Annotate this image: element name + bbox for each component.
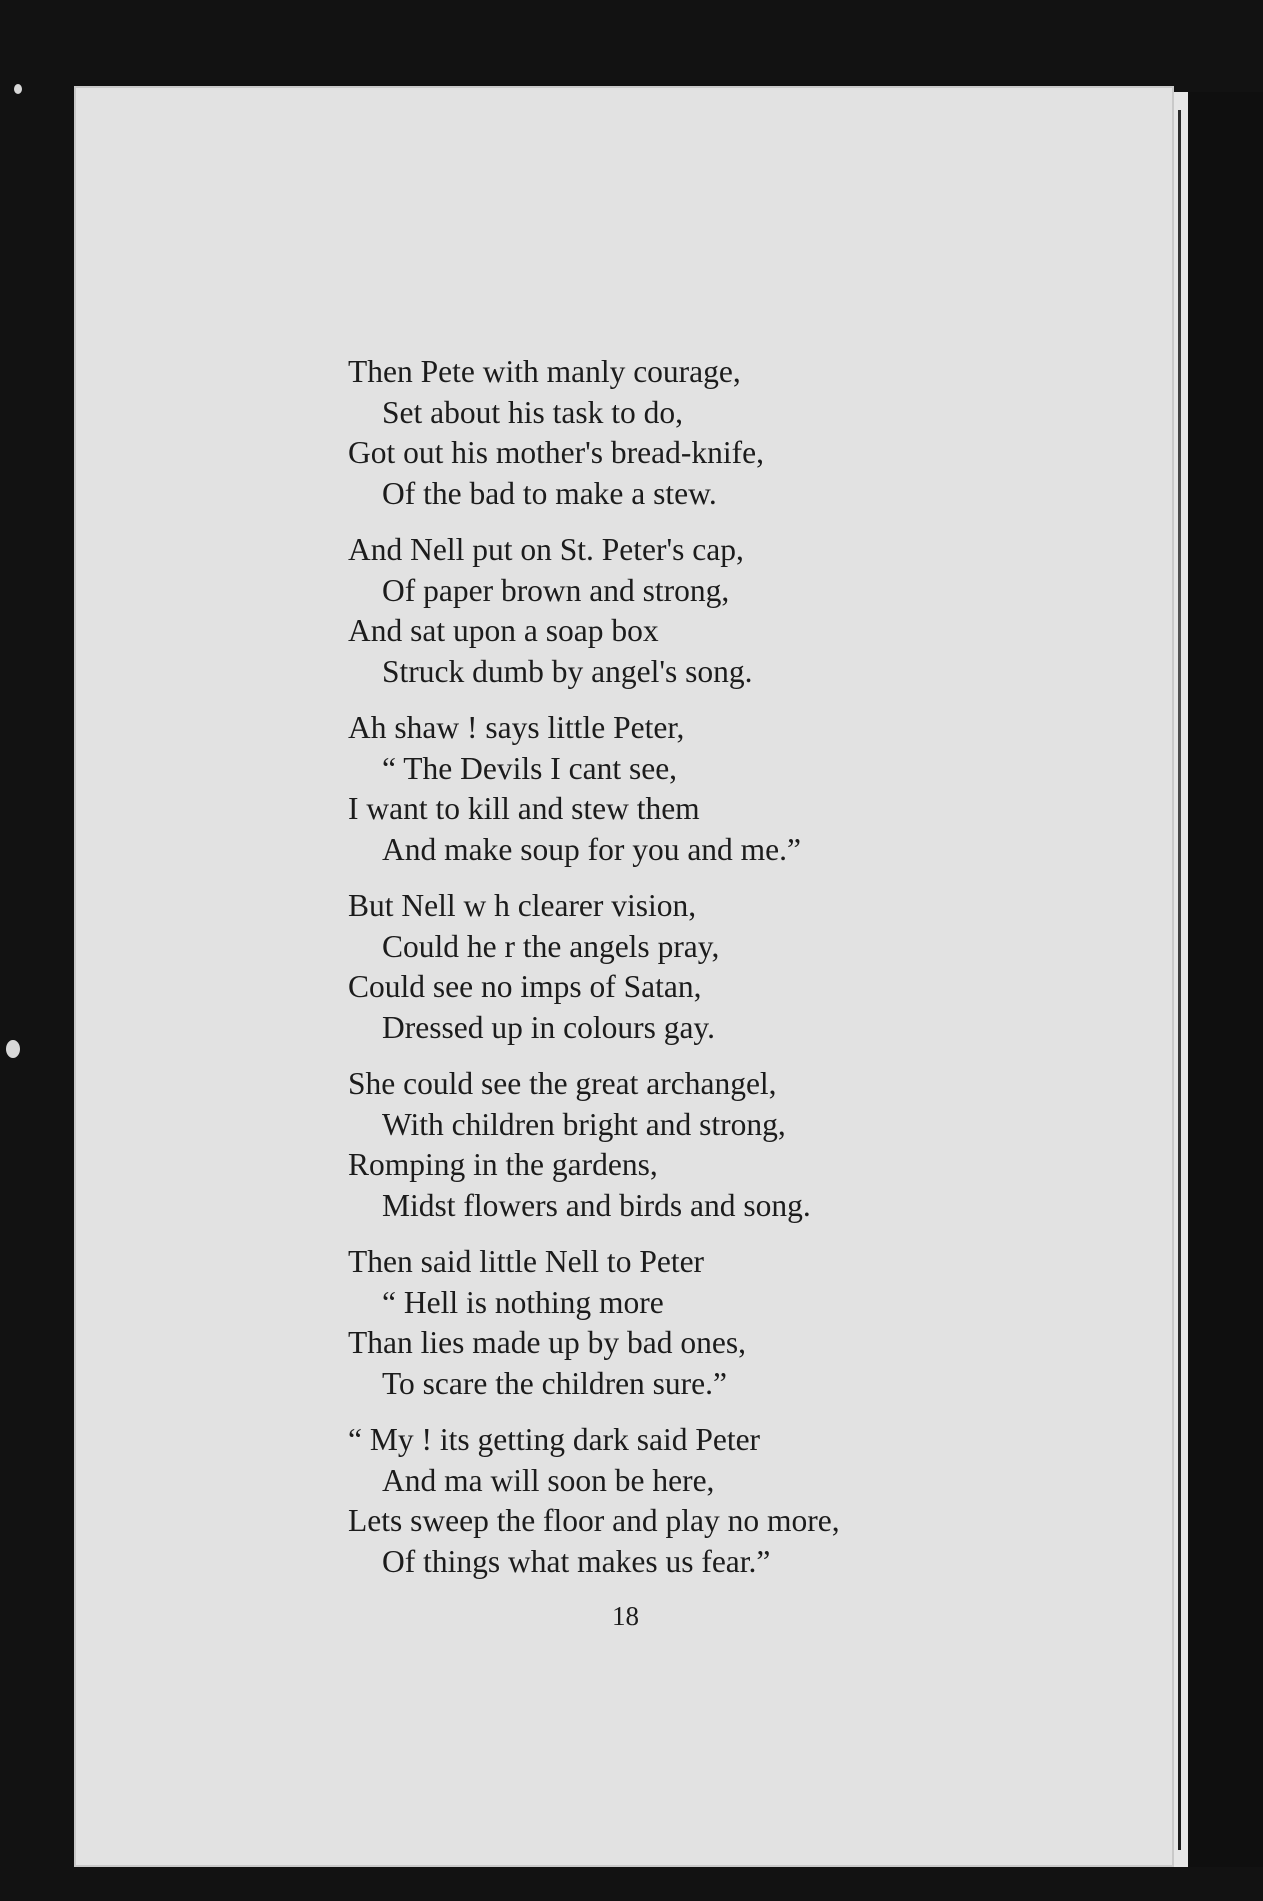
scan-background bbox=[1188, 92, 1263, 1867]
stanza bbox=[348, 530, 988, 692]
page-edge bbox=[1174, 92, 1188, 1867]
poem-line: To scare the children sure.” bbox=[382, 1365, 728, 1401]
page-number: 18 bbox=[612, 1601, 639, 1631]
poem-line: But Nell w h clearer vision, bbox=[348, 888, 697, 923]
poem-line: I want to kill and stew them bbox=[348, 791, 700, 826]
poem-line: And ma will soon be here, bbox=[382, 1462, 715, 1498]
scan-speck bbox=[6, 1040, 20, 1058]
stanza bbox=[348, 352, 988, 514]
poem-line: Than lies made up by bad ones, bbox=[348, 1325, 747, 1360]
poem bbox=[348, 352, 988, 1598]
poem-line: Ah shaw ! says little Peter, bbox=[348, 710, 685, 745]
stanza bbox=[348, 708, 988, 870]
poem-line: Lets sweep the floor and play no more, bbox=[348, 1503, 840, 1538]
poem-line: Then Pete with manly courage, bbox=[348, 354, 741, 389]
poem-line: “ Hell is nothing more bbox=[382, 1284, 664, 1320]
poem-line: Romping in the gardens, bbox=[348, 1147, 658, 1182]
poem-line: Got out his mother's bread-knife, bbox=[348, 435, 764, 470]
poem-line: Then said little Nell to Peter bbox=[348, 1244, 705, 1279]
poem-line: Dressed up in colours gay. bbox=[382, 1009, 716, 1045]
stanza bbox=[348, 1420, 988, 1582]
stanza bbox=[348, 886, 988, 1048]
stanza bbox=[348, 1064, 988, 1226]
poem-line: Could he r the angels pray, bbox=[382, 928, 720, 964]
poem-line: And make soup for you and me.” bbox=[382, 831, 802, 867]
poem-line: Could see no imps of Satan, bbox=[348, 969, 702, 1004]
binding-shadow bbox=[1178, 110, 1181, 1850]
poem-line: Struck dumb by angel's song. bbox=[382, 653, 753, 689]
scan-speck bbox=[14, 84, 22, 94]
poem-line: Midst flowers and birds and song. bbox=[382, 1187, 811, 1223]
poem-line: And Nell put on St. Peter's cap, bbox=[348, 532, 744, 567]
poem-line: “ My ! its getting dark said Peter bbox=[348, 1422, 761, 1457]
poem-line: With children bright and strong, bbox=[382, 1106, 786, 1142]
poem-line: She could see the great archangel, bbox=[348, 1066, 777, 1101]
poem-line: “ The Devils I cant see, bbox=[382, 750, 678, 786]
poem-line: Set about his task to do, bbox=[382, 394, 683, 430]
stanza bbox=[348, 1242, 988, 1404]
poem-line: And sat upon a soap box bbox=[348, 613, 659, 648]
poem-line: Of things what makes us fear.” bbox=[382, 1543, 771, 1579]
poem-line: Of the bad to make a stew. bbox=[382, 475, 717, 511]
poem-line: Of paper brown and strong, bbox=[382, 572, 730, 608]
